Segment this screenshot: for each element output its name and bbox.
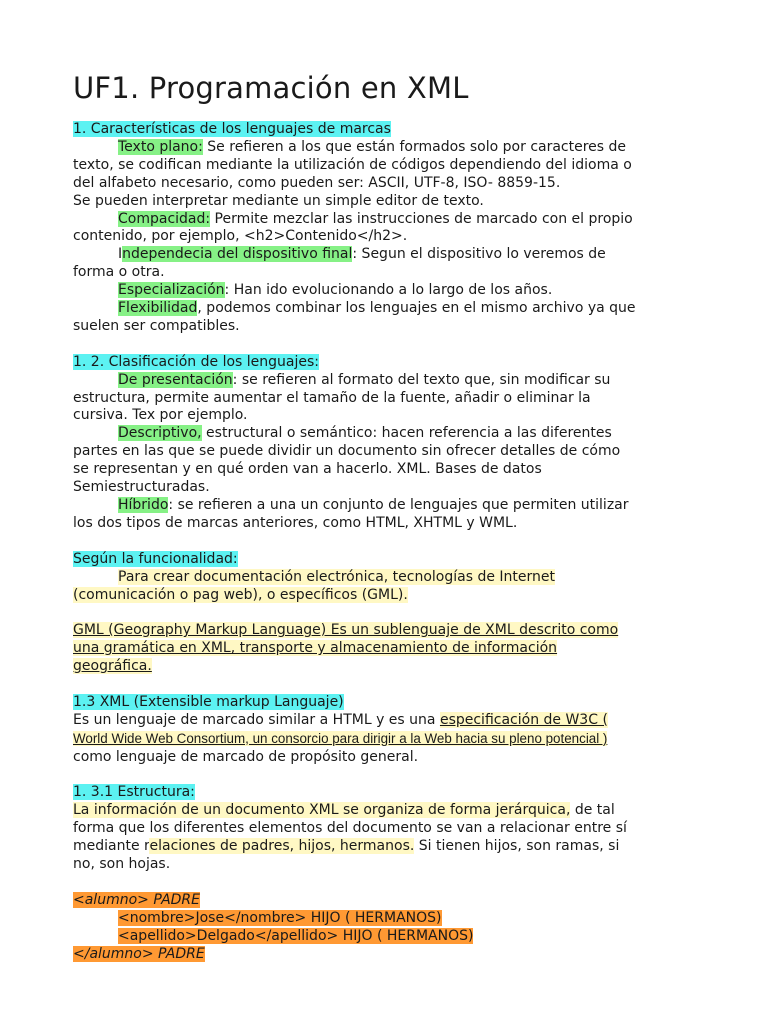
paragraph-line: los dos tipos de marcas anteriores, como HTML, XHTML y WML. [73,514,518,531]
paragraph [73,139,703,157]
paragraph-line: forma o otra. [73,264,165,281]
paragraph [73,246,703,264]
paragraph-line [73,640,703,658]
paragraph-line: forma que los diferentes elementos del documento se van a relacionar entre sí [73,820,627,837]
paragraph-line: contenido, por ejemplo, <h2>Contenido</h2>. [73,228,408,245]
highlighted-text: (comunicación o pag web), o específicos (GML). [73,586,408,603]
paragraph-line: cursiva. Tex por ejemplo. [73,407,248,424]
paragraph-line [73,730,703,749]
heading-text: 1. Características de los lenguajes de marcas [73,121,391,137]
highlighted-text: GML (Geography Markup Language) Es un sublenguaje de XML descrito como [73,622,619,639]
paragraph [73,802,703,820]
paragraph [73,211,703,229]
section-heading [73,694,703,712]
text: I [118,246,123,263]
text: : se refieren al formato del texto que, sin modificar su [232,371,611,388]
text: Es un lenguaje de marcado similar a HTML y es una [73,711,440,728]
paragraph-line: suelen ser compatibles. [73,317,240,334]
term-label: ndependecia del dispositivo final [122,246,353,263]
heading-text: Según la funcionalidad: [73,550,238,567]
term-label: Especialización [118,282,225,299]
text: , podemos combinar los lenguajes en el mismo archivo ya que [197,300,636,317]
paragraph [73,712,703,730]
term-label: Compacidad: [118,210,211,227]
paragraph-line [73,622,703,640]
text: mediante r [73,838,150,855]
w3c-link[interactable]: World Wide Web Consortium, un consorcio para dirigir a la Web hacia su pleno potencial ) [73,730,608,746]
section-heading [73,551,703,569]
term-label: De presentación [118,371,233,388]
document-body [73,121,703,964]
term-label: Flexibilidad [118,300,198,317]
paragraph-line: Semiestructuradas. [73,479,210,496]
term-label: Híbrido [118,497,169,514]
w3c-link[interactable]: especificación de W3C ( [439,711,608,728]
heading-text: 1. 2. Clasificación de los lenguajes: [73,353,319,370]
text: : se refieren a una un conjunto de lenguajes que permiten utilizar [168,497,629,514]
section-heading [73,354,703,372]
paragraph-line: estructura, permite aumentar el tamaño de la fuente, añadir o eliminar la [73,389,591,406]
paragraph [73,372,703,390]
paragraph [73,497,703,515]
paragraph [73,838,703,856]
code-line [73,928,703,946]
text: Se refieren a los que están formados solo por caracteres de [202,138,627,155]
paragraph [73,425,703,443]
page-title: UF1. Programación en XML [73,71,469,105]
text: : Han ido evolucionando a lo largo de los años. [224,282,553,299]
text: Si tienen hijos, son ramas, si [414,838,620,855]
section-heading [73,121,703,139]
section-heading [73,784,703,802]
text: de tal [570,802,615,819]
code-text: <alumno> PADRE [73,891,201,908]
heading-text: 1. 3.1 Estructura: [73,784,195,801]
term-label: Descriptivo, [118,425,202,442]
text: Permite mezclar las instrucciones de marcado con el propio [210,210,633,227]
highlighted-text: una gramática en XML, transporte y almacenamiento de información [73,640,558,657]
code-line [73,946,703,964]
highlighted-text: La información de un documento XML se organiza de forma jerárquica, [73,802,571,819]
paragraph-line: partes en las que se puede dividir un documento sin ofrecer detalles de cómo [73,443,621,460]
heading-text: 1.3 XML (Extensible markup Languaje) [73,693,344,710]
paragraph-line: texto, se codifican mediante la utilización de códigos dependiendo del idioma o [73,156,632,173]
paragraph-line: del alfabeto necesario, como pueden ser: ASCII, UTF-8, ISO- 8859-15. [73,174,561,191]
paragraph [73,569,703,587]
text: : Segun el dispositivo lo veremos de [352,246,606,263]
term-label: Texto plano: [118,138,203,155]
paragraph-line [73,658,703,676]
code-text: </alumno> PADRE [73,945,205,962]
highlighted-text: elaciones de padres, hijos, hermanos. [149,838,415,855]
highlighted-text: geográfica. [73,658,152,675]
paragraph [73,282,703,300]
code-text: <nombre>Jose</nombre> HIJO ( HERMANOS) [118,909,442,926]
paragraph-line: como lenguaje de marcado de propósito general. [73,748,419,765]
code-line [73,910,703,928]
code-line [73,892,703,910]
paragraph [73,300,703,318]
text: estructural o semántico: hacen referencia a las diferentes [201,425,612,442]
paragraph-line [73,587,703,605]
paragraph-line: se representan y en qué orden van a hacerlo. XML. Bases de datos [73,461,542,478]
paragraph-line: no, son hojas. [73,856,171,873]
paragraph-line: Se pueden interpretar mediante un simple editor de texto. [73,192,484,209]
code-text: <apellido>Delgado</apellido> HIJO ( HERMANOS) [118,927,474,944]
highlighted-text: Para crear documentación electrónica, tecnologías de Internet [118,568,556,585]
